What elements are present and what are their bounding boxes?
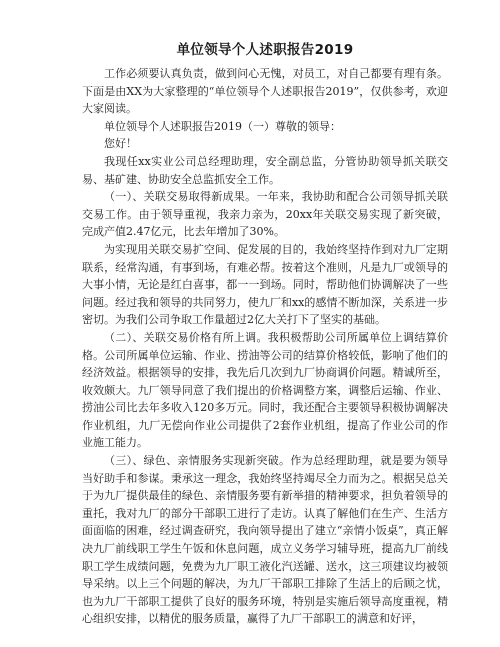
section-price-adjustment: （二）、关联交易价格有所上调。我积极帮助公司所属单位上调结算价格。公司所属单位运输、作业、捞油等公司的结算价格较低，影响了他们的经济效益。根据领导的安排，我先后几次到九厂协商调价问题。精诚所至，收效颇大。九厂领导同意了我们提出的价格调整方案，调整后运输、作业、捞油公司比去年多收入120多万元。同时，我还配合主要领导积极协调解决作业机组，九厂无偿向作业公司提供了2套作业机组，提高了作业公司的作业施工能力。 [82, 330, 448, 450]
report-heading-line: 单位领导个人述职报告2019（一）尊敬的领导： [104, 119, 341, 133]
greeting-line: 您好！ [104, 137, 137, 151]
section-green-service: （三）、绿色、亲情服务实现新突破。作为总经理助理，就是要为领导当好助手和参谋。秉承这一理念，我始终坚持竭尽全力而为之。根据吴总关于为九厂提供最佳的绿色、亲情服务要有新举措的精神要求，担负着领导的重托，我对九厂的部分干部职工进行了走访。认真了解他们在生产、生活方面面临的困难，经过调查研究，我向领导提出了建立“亲情小饭桌”，真正解决九厂前线职工学生午饭和休息问题，成立义务学习辅导班，提高九厂前线职工学生成绩问题，免费为九厂职工液化汽送罐、送水，这三项建议均被领导采纳。以上三个问题的解决，为九厂干部职工排除了生活上的后顾之忧，也为九厂干部职工提供了良好的服务环境，特别是实施后领导高度重视，精心组织安排，以精优的服务质量，赢得了九厂干部职工的满意和好评， [82, 454, 448, 626]
intro-paragraph: 工作必须要认真负责，做到问心无愧，对员工，对自己都要有理有条。下面是由XX为大家整理的“单位领导个人述职报告2019”，仅供参考，欢迎大家阅读。 [82, 67, 448, 116]
document-title: 单位领导个人述职报告2019 [176, 42, 354, 58]
body-paragraph: 为实现用关联交易扩空间、促发展的目的，我始终坚持作到对九厂定期联系，经常沟通，有事到场，有难必帮。按着这个准则，凡是九厂或领导的大事小情，无论是红白喜事，都一一到场。同时，帮助他们协调解决了一些问题。经过我和领导的共同努力，使九厂和xx的感情不断加深，关系进一步密切。为我们公司争取工作量超过2亿大关打下了坚实的基础。 [82, 242, 448, 327]
body-paragraph: 我现任xx实业公司总经理助理，安全副总监，分管协助领导抓关联交易、基矿建、协助安全总监抓安全工作。 [82, 154, 448, 186]
section-related-transactions: （一）、关联交易取得新成果。一年来，我协助和配合公司领导抓关联交易工作。由于领导重视，我亲力亲为，20xx年关联交易实现了新突破，完成产值2.47亿元，比去年增加了30%。 [82, 190, 448, 239]
